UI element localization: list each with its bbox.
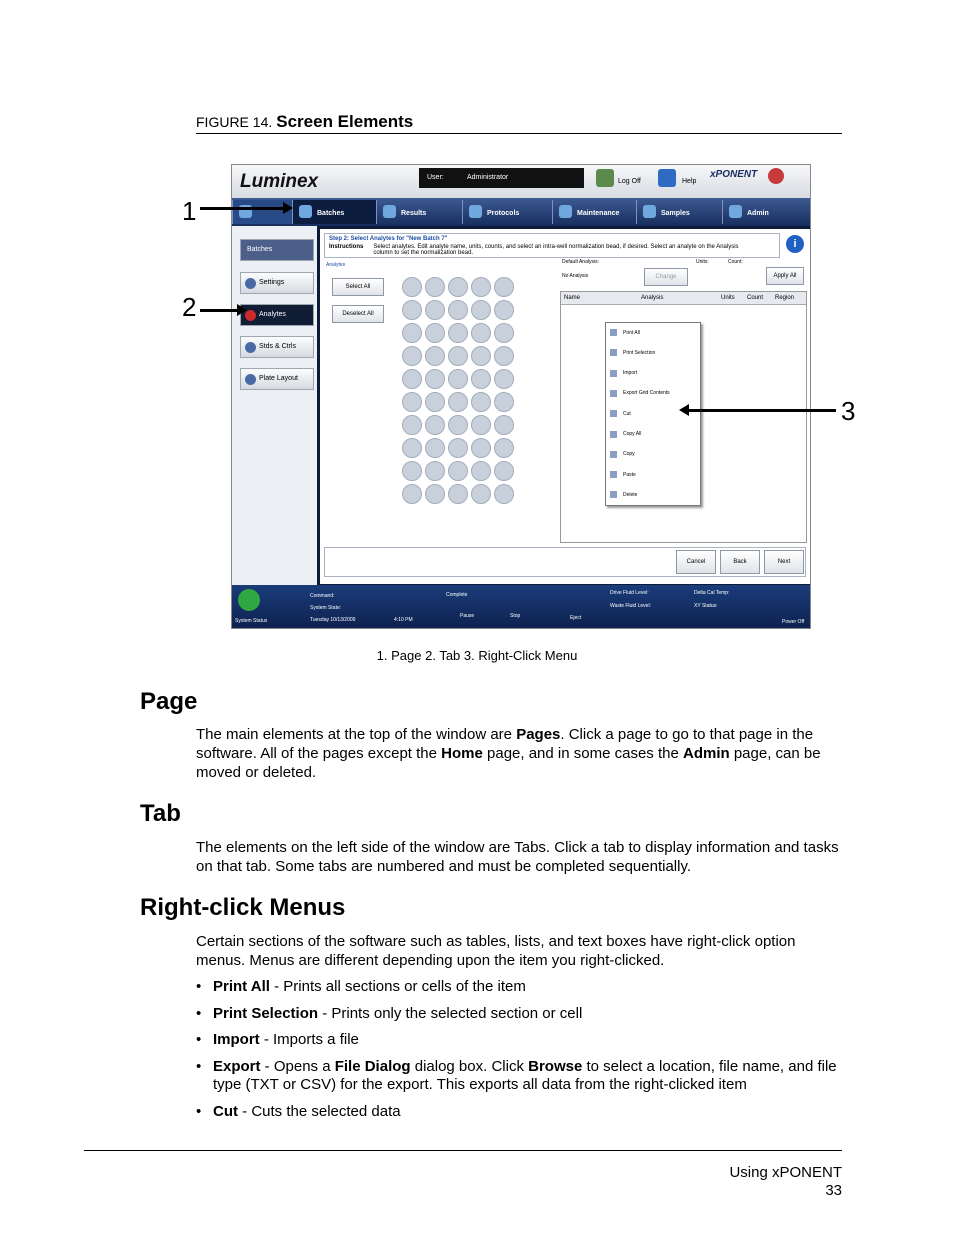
callout-arrow-1: [200, 207, 284, 210]
samples-icon: [643, 205, 656, 218]
bead-well[interactable]: [425, 438, 445, 458]
drive-fluid-label: Drive Fluid Level:: [610, 590, 649, 596]
bead-well[interactable]: [425, 346, 445, 366]
bead-well[interactable]: [471, 277, 491, 297]
next-button[interactable]: Next: [764, 550, 804, 574]
analytes-label: Analytes: [326, 262, 346, 268]
bead-well[interactable]: [425, 300, 445, 320]
bead-well[interactable]: [471, 392, 491, 412]
callout-arrow-3: [688, 409, 836, 412]
context-menu-item[interactable]: Copy All: [610, 431, 641, 438]
power-off-button[interactable]: Power Off: [782, 619, 805, 625]
callout-3: 3: [841, 396, 856, 426]
help-label[interactable]: Help: [682, 178, 697, 185]
bead-well[interactable]: [471, 369, 491, 389]
callout-arrow-2: [200, 309, 238, 312]
brand-icon: [768, 168, 784, 184]
help-icon[interactable]: [658, 169, 676, 187]
context-menu-item[interactable]: Cut: [610, 410, 631, 417]
tab-paragraph: The elements on the left side of the window are Tabs. Click a tab to display information and tasks on that tab. Some tabs are numbered and must be completed sequentially.: [196, 839, 839, 875]
select-all-button[interactable]: Select All: [332, 278, 384, 296]
menu-item-icon: [610, 491, 617, 498]
command-label: Command:: [310, 593, 335, 599]
bead-well[interactable]: [402, 346, 422, 366]
progress-label: Complete: [446, 592, 468, 598]
context-menu-item[interactable]: Paste: [610, 471, 636, 478]
bead-well[interactable]: [471, 323, 491, 343]
change-button[interactable]: Change: [644, 268, 688, 286]
step-header: Step 2: Select Analytes for "New Batch 7" Instructions Select analytes. Edit analyte name, units, counts, and select an intra-well normalization bead, if desired. Select an analyte on the Analysis column to set the normalization bead.: [324, 233, 780, 258]
bead-well[interactable]: [494, 369, 514, 389]
figure-caption: 1. Page 2. Tab 3. Right-Click Menu: [376, 648, 578, 663]
tab-batches-header[interactable]: Batches: [240, 239, 314, 261]
bead-grid: [402, 277, 518, 505]
bead-well[interactable]: [425, 277, 445, 297]
eject-button[interactable]: Eject: [570, 615, 582, 621]
bead-well[interactable]: [402, 438, 422, 458]
bead-well[interactable]: [494, 277, 514, 297]
bead-well[interactable]: [448, 277, 468, 297]
stop-button[interactable]: Stop: [510, 613, 521, 619]
page-nav: [232, 198, 810, 226]
menu-item-icon: [610, 471, 617, 478]
bead-well[interactable]: [448, 438, 468, 458]
figure-title: FIGURE 14. Screen Elements: [196, 112, 414, 131]
bead-well[interactable]: [471, 346, 491, 366]
protocols-icon: [469, 205, 482, 218]
context-menu-item[interactable]: Print All: [610, 329, 640, 336]
time-label: 4:10 PM: [394, 617, 413, 623]
tab-plate-layout[interactable]: Plate Layout: [240, 368, 314, 390]
xponent-brand: xPONENT: [710, 169, 758, 180]
maintenance-icon: [559, 205, 572, 218]
app-screenshot: [231, 164, 811, 629]
tab-stds-ctrls[interactable]: Stds & Ctrls: [240, 336, 314, 358]
heading-tab: Tab: [140, 800, 181, 827]
bead-well[interactable]: [448, 392, 468, 412]
bead-well[interactable]: [402, 300, 422, 320]
bead-well[interactable]: [402, 369, 422, 389]
xy-status-label: XY Status:: [694, 603, 718, 609]
results-icon: [383, 205, 396, 218]
bead-well[interactable]: [402, 277, 422, 297]
pause-button[interactable]: Pause: [460, 613, 475, 619]
bead-well[interactable]: [448, 323, 468, 343]
context-menu-item[interactable]: Export Grid Contents: [610, 390, 670, 397]
right-click-paragraph: Certain sections of the software such as tables, lists, and text boxes have right-click option menus. Menus are different depending upon the item you right-clicked.: [196, 933, 796, 969]
tab-analytes[interactable]: Analytes: [240, 304, 314, 326]
menu-item-icon: [610, 431, 617, 438]
context-menu-item[interactable]: Copy: [610, 451, 635, 458]
system-status-label: System Status: [235, 618, 268, 624]
page-number: 33: [825, 1182, 842, 1199]
footer-rule: [84, 1150, 842, 1151]
side-tabs: [232, 226, 317, 586]
nav-page-maintenance[interactable]: Maintenance: [552, 200, 636, 224]
bead-well[interactable]: [471, 300, 491, 320]
bead-well[interactable]: [402, 323, 422, 343]
bead-well[interactable]: [494, 438, 514, 458]
bead-well[interactable]: [402, 461, 422, 481]
bead-well[interactable]: [494, 300, 514, 320]
bead-well[interactable]: [402, 415, 422, 435]
bead-well[interactable]: [402, 484, 422, 504]
nav-page-admin[interactable]: Admin: [722, 200, 810, 224]
bead-well[interactable]: [448, 461, 468, 481]
logoff-label[interactable]: Log Off: [618, 178, 641, 185]
date-label: Tuesday 10/13/2009: [310, 617, 356, 623]
app-topbar: [232, 165, 810, 199]
menu-item-icon: [610, 329, 617, 336]
heading-right-click: Right-click Menus: [140, 894, 346, 921]
menu-item-icon: [610, 370, 617, 377]
bead-well[interactable]: [471, 415, 491, 435]
logoff-icon[interactable]: [596, 169, 614, 187]
menu-item-icon: [610, 390, 617, 397]
table-header: Name Analysis Units Count Region: [561, 292, 806, 305]
luminex-logo: Luminex: [240, 171, 319, 192]
heading-page: Page: [140, 688, 198, 715]
callout-1: 1: [182, 196, 197, 226]
bead-well[interactable]: [494, 415, 514, 435]
bead-well[interactable]: [494, 346, 514, 366]
footer-title: Using xPONENT: [729, 1164, 842, 1181]
figure-rule: [196, 133, 842, 134]
nav-page-results[interactable]: Results: [376, 200, 462, 224]
bead-well[interactable]: [448, 369, 468, 389]
menu-item-icon: [610, 451, 617, 458]
nav-page-samples[interactable]: Samples: [636, 200, 722, 224]
delta-cal-label: Delta Cal Temp:: [694, 590, 730, 596]
content-panel: Step 2: Select Analytes for "New Batch 7" Instructions Select analytes. Edit analyte name, units, counts, and select an intra-well normalization bead, if desired. Select an analyte on the Analysis column to set the normalization bead. i Analytes Select All Deselect All Default Analysis: No Analysis Units: Count: Change Apply All Name Analysis Units Count Region Print All Print Selection Import Export Grid Contents Cut Copy All Copy Paste Delete Cancel Back Next: [317, 226, 811, 587]
bead-well[interactable]: [448, 300, 468, 320]
bead-well[interactable]: [425, 369, 445, 389]
bead-well[interactable]: [425, 461, 445, 481]
page-paragraph: The main elements at the top of the window are Pages. Click a page to go to that page in the software. All of the pages except the Home page, and in some cases the Admin page, can be moved or deleted.: [196, 726, 821, 781]
bead-well[interactable]: [494, 461, 514, 481]
bead-well[interactable]: [448, 346, 468, 366]
bead-well[interactable]: [448, 415, 468, 435]
bead-well[interactable]: [402, 392, 422, 412]
admin-icon: [729, 205, 742, 218]
context-menu-item[interactable]: Print Selection: [610, 349, 655, 356]
apply-all-button[interactable]: Apply All: [766, 267, 804, 285]
nav-page-batches[interactable]: Batches: [292, 200, 376, 224]
callout-2: 2: [182, 292, 197, 322]
bead-well[interactable]: [494, 392, 514, 412]
bead-well[interactable]: [425, 323, 445, 343]
bead-well[interactable]: [471, 438, 491, 458]
nav-page-protocols[interactable]: Protocols: [462, 200, 552, 224]
deselect-all-button[interactable]: Deselect All: [332, 305, 384, 323]
bead-well[interactable]: [425, 415, 445, 435]
bead-well[interactable]: [471, 484, 491, 504]
system-status-icon[interactable]: [238, 589, 260, 611]
analyte-table[interactable]: [560, 291, 807, 543]
menu-item-icon: [610, 349, 617, 356]
cancel-button[interactable]: Cancel: [676, 550, 716, 574]
info-icon[interactable]: i: [786, 235, 804, 253]
status-bar: [232, 585, 810, 628]
context-menu-item[interactable]: Import: [610, 370, 637, 377]
system-state-label: System State:: [310, 605, 342, 611]
bead-well[interactable]: [448, 484, 468, 504]
menu-item-icon: [610, 410, 617, 417]
back-button[interactable]: Back: [720, 550, 760, 574]
batches-icon: [299, 205, 312, 218]
bead-well[interactable]: [425, 392, 445, 412]
waste-fluid-label: Waste Fluid Level:: [610, 603, 651, 609]
bead-well[interactable]: [471, 461, 491, 481]
tab-settings[interactable]: Settings: [240, 272, 314, 294]
bead-well[interactable]: [494, 484, 514, 504]
bead-well[interactable]: [425, 484, 445, 504]
user-box: User: Administrator: [419, 168, 584, 188]
bead-well[interactable]: [494, 323, 514, 343]
context-menu-item[interactable]: Delete: [610, 491, 637, 498]
